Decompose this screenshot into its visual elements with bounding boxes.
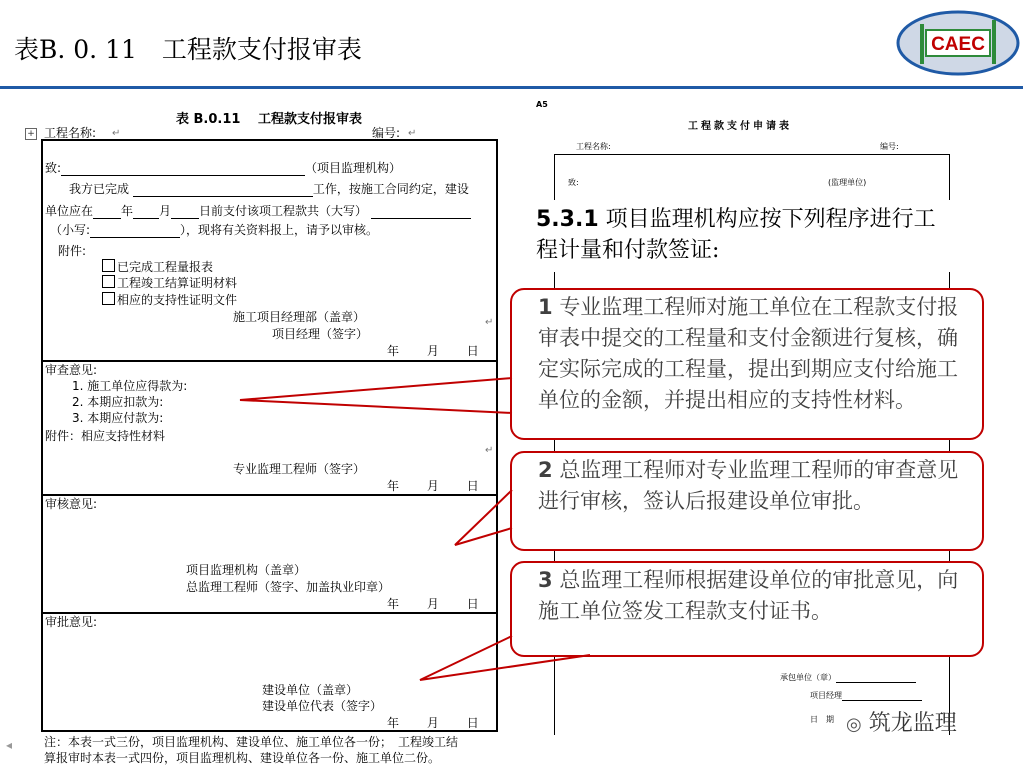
review-label: 审查意见: <box>45 363 98 377</box>
callout-step-1: 1 专业监理工程师对施工单位在工程款支付报审表中提交的工程量和支付金额进行复核，确定实际完成的工程量，提出到期应支付给施工单位的金额，并提出相应的支持性材料。 <box>510 288 984 440</box>
sign-contractor-stamp: 施工项目经理部（盖章） <box>233 310 366 324</box>
callout-step-2: 2 总监理工程师对专业监理工程师的审查意见进行审核，签认后报建设单位审批。 <box>510 451 984 551</box>
attach-item[interactable]: 已完成工程量报表 <box>102 258 213 275</box>
form-to-label: 致: （项目监理机构） <box>45 161 402 175</box>
row-divider <box>43 612 496 614</box>
doc-title: 工程款支付申请表 <box>688 121 792 132</box>
date-line: 年 月 日 <box>387 597 479 611</box>
paragraph-mark: ↵ <box>485 317 494 328</box>
slide-title: 表B. 0. 11 工程款支付报审表 <box>14 35 362 64</box>
watermark: ◎ 筑龙监理 <box>846 711 957 736</box>
attach-item[interactable]: 工程竣工结算证明材料 <box>102 274 237 291</box>
project-name-label: 工程名称: <box>44 126 97 140</box>
form-note-1: 注：本表一式三份，项目监理机构、建设单位、施工单位各一份； 工程竣工结 <box>44 735 459 749</box>
slide-nav-icon[interactable]: ◂ <box>6 738 13 752</box>
doc-to: 致: <box>568 178 579 187</box>
sign-supervision-stamp: 项目监理机构（盖章） <box>186 563 307 577</box>
review-item: 2. 本期应扣款为: <box>72 395 164 409</box>
checkbox[interactable] <box>102 292 115 305</box>
attach-item[interactable]: 相应的支持性证明文件 <box>102 291 237 308</box>
sign-owner-stamp: 建设单位（盖章） <box>262 683 359 697</box>
doc-no-label: 编号: <box>880 142 899 151</box>
row-divider <box>43 494 496 496</box>
date-line: 年 月 日 <box>387 716 479 730</box>
date-line: 年 月 日 <box>387 344 479 358</box>
sign-chief-engineer: 总监理工程师（签字、加盖执业印章） <box>186 580 391 594</box>
number-label: 编号: <box>372 126 401 140</box>
sign-specialist-engineer: 专业监理工程师（签字） <box>233 462 366 476</box>
callout-step-3: 3 总监理工程师根据建设单位的审批意见，向施工单位签发工程款支付证书。 <box>510 561 984 657</box>
row-divider <box>43 360 496 362</box>
form-title: 表 B.0.11 工程款支付报审表 <box>176 112 362 127</box>
audit-label: 审核意见: <box>45 497 98 511</box>
form-line-3: （小写: ），现将有关资料报上，请予以审核。 <box>50 223 379 237</box>
title-rule <box>0 86 1023 89</box>
doc-date: 日 期 <box>810 715 834 724</box>
caec-logo <box>896 10 1020 76</box>
doc-name-label: 工程名称: <box>576 142 611 151</box>
procedure-intro: 5.3.1 项目监理机构应按下列程序进行工程计量和付款签证: <box>536 207 936 263</box>
doc-org: (监理单位) <box>828 178 867 187</box>
logo-text: CAEC <box>931 34 985 55</box>
review-attach: 附件：相应支持性材料 <box>45 429 166 443</box>
table-move-handle[interactable]: + <box>25 128 37 140</box>
form-note-2: 算报审时本表一式四份，项目监理机构、建设单位各一份、施工单位二份。 <box>44 751 441 765</box>
attach-label: 附件: <box>58 244 87 258</box>
paragraph-mark: ↵ <box>408 128 417 139</box>
doc-manager: 项目经理 <box>810 690 922 701</box>
wechat-icon: ◎ <box>846 714 862 735</box>
review-item: 3. 本期应付款为: <box>72 411 164 425</box>
checkbox[interactable] <box>102 259 115 272</box>
date-line: 年 月 日 <box>387 479 479 493</box>
sign-owner-rep: 建设单位代表（签字） <box>262 699 383 713</box>
approve-label: 审批意见: <box>45 615 98 629</box>
form-line-1: 我方已完成 工作，按施工合同约定，建设 <box>69 182 469 196</box>
doc-contractor: 承包单位（章） <box>780 672 916 683</box>
paragraph-mark: ↵ <box>485 445 494 456</box>
review-item: 1. 施工单位应得款为: <box>72 379 188 393</box>
checkbox[interactable] <box>102 275 115 288</box>
sign-project-manager: 项目经理（签字） <box>272 327 369 341</box>
doc-tag: A5 <box>536 100 548 109</box>
paragraph-mark: ↵ <box>112 128 121 139</box>
form-line-2: 单位应在 年 月 日前支付该项工程款共（大写） <box>45 202 471 219</box>
